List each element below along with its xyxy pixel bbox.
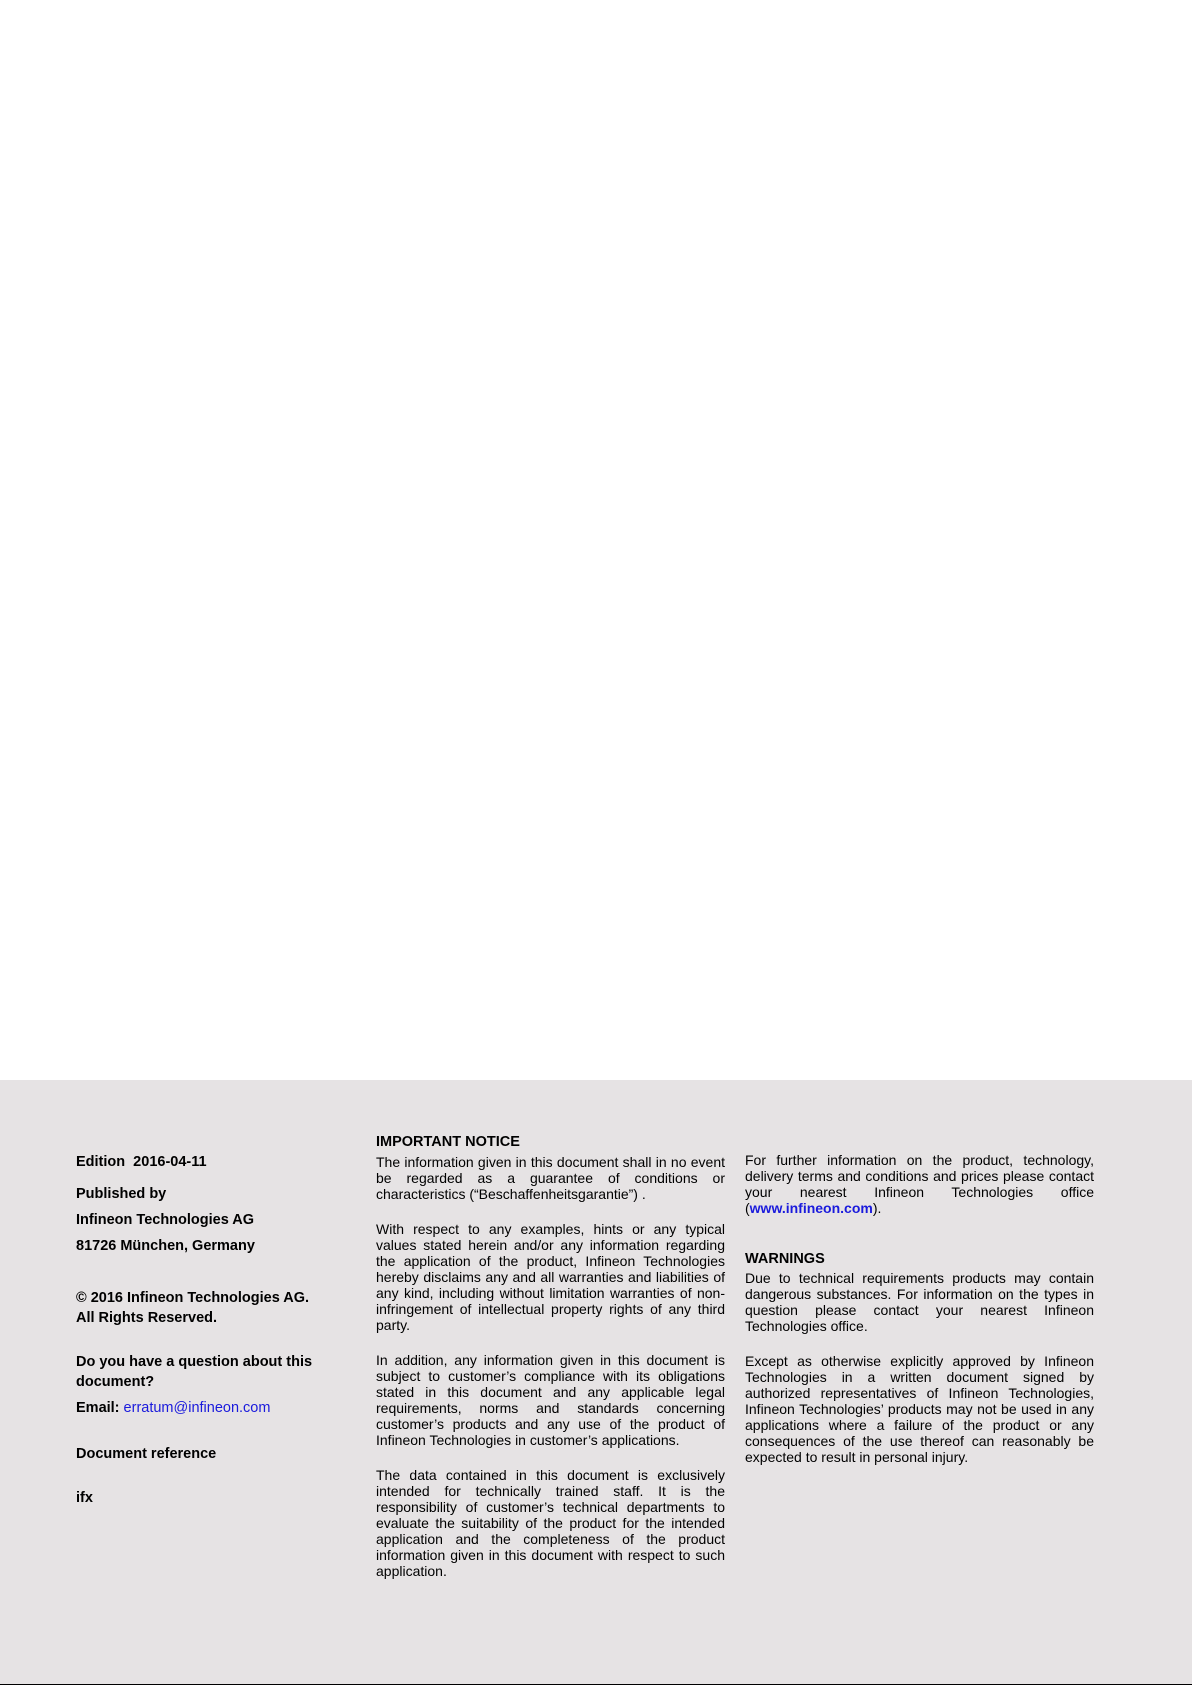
important-notice-column <box>376 1133 725 1579</box>
email-label: Email: <box>76 1400 120 1416</box>
further-info-column <box>745 1152 1094 1465</box>
email-link[interactable]: erratum@infineon.com <box>123 1400 271 1416</box>
company-name: Infineon Technologies AG <box>76 1212 255 1228</box>
company-address: 81726 München, Germany <box>76 1238 255 1254</box>
published-by-label: Published by <box>76 1186 167 1202</box>
further-info-text: For further information on the product, technology, delivery terms and conditions and prices please contact your nearest Infineon Technologies office ( <box>745 1152 1094 1216</box>
further-info-end: ). <box>872 1200 882 1216</box>
document-reference-value: ifx <box>76 1490 93 1506</box>
important-notice-heading: IMPORTANT NOTICE <box>376 1134 520 1150</box>
warnings-heading: WARNINGS <box>745 1251 825 1267</box>
document-reference-label: Document reference <box>76 1446 217 1462</box>
publisher-info-column <box>76 1152 346 1508</box>
copyright-line: © 2016 Infineon Technologies AG. <box>76 1290 310 1306</box>
notice-paragraph-disclaimer: With respect to any examples, hints or any typical values stated herein and/or any information regarding the application of the product, Infineon Technologies hereby disclaims any and all warranties and liabilities of any kind, including without limitation warranties of non-infringement of intellectual property rights of any third party. <box>376 1221 725 1333</box>
question-line-continued: document? <box>76 1374 155 1390</box>
warnings-paragraph-substances: Due to technical requirements products may contain dangerous substances. For information on the types in question please contact your nearest Infineon Technologies office. <box>745 1270 1094 1334</box>
rights-reserved-line: All Rights Reserved. <box>76 1310 218 1326</box>
question-line: Do you have a question about this <box>76 1354 313 1370</box>
notice-paragraph-guarantee: The information given in this document shall in no event be regarded as a guarantee of conditions or characteristics (“Beschaffenheitsgarantie”) . <box>376 1154 725 1202</box>
warnings-paragraph-approval: Except as otherwise explicitly approved by Infineon Technologies in a written document signed by authorized representatives of Infineon Technologies, Infineon Technologies’ products may not be used in any applications where a failure of the product or any consequences of the use thereof can reasonably be expected to result in personal injury. <box>745 1353 1094 1465</box>
notice-paragraph-technical-staff: The data contained in this document is exclusively intended for technically trained staff. It is the responsibility of customer’s technical departments to evaluate the suitability of the product for the intended application and the completeness of the product information given in this document with respect to such application. <box>376 1467 725 1579</box>
notice-paragraph-compliance: In addition, any information given in this document is subject to customer’s compliance with its obligations stated in this document and any applicable legal requirements, norms and standards concerning customer’s products and any use of the product of Infineon Technologies in customer’s applications. <box>376 1352 725 1448</box>
further-info-paragraph <box>745 1152 1094 1216</box>
website-link[interactable]: www.infineon.com <box>749 1200 873 1216</box>
edition-date: Edition 2016-04-11 <box>76 1154 207 1170</box>
email-row <box>76 1398 346 1418</box>
